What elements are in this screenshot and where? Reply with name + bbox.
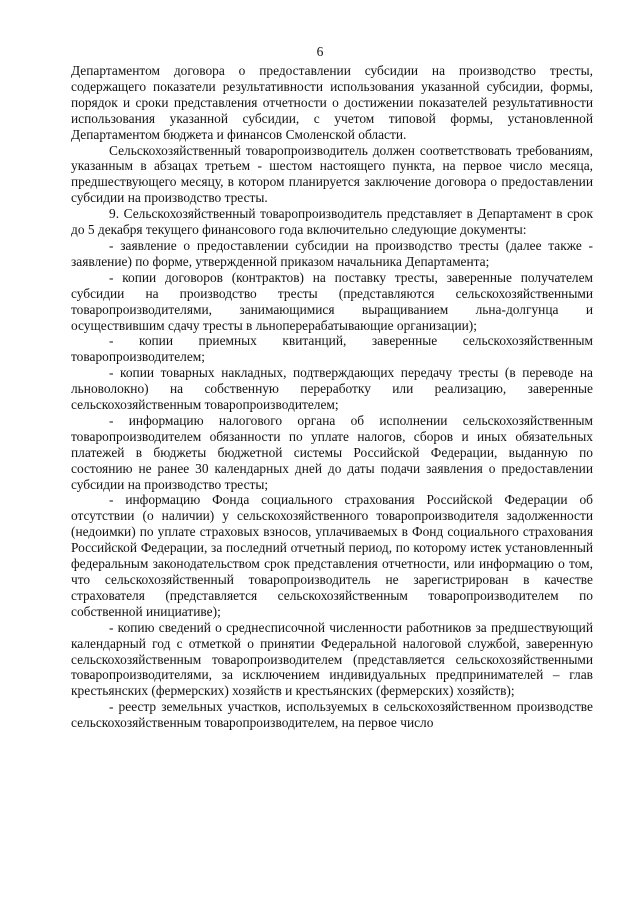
list-item-contracts: - копии договоров (контрактов) на поставку тресты, заверенные получателем субсидии на производство тресты (представляются сельскохозяйственными товаропроизводителями, занимающимися выращиванием льна-долгунца и осуществившим сдачу тресты в льноперерабатывающие организации); [71, 269, 593, 333]
list-item-tax-info: - информацию налогового органа об исполнении сельскохозяйственным товаропроизводителем обязанности по уплате налогов, сборов и иных обязательных платежей в бюджеты бюджетной системы Российской Федерации, выданную по состоянию не ранее 30 календарных дней до даты подачи заявления о предоставлении субсидии на производство тресты; [71, 412, 593, 492]
paragraph-requirements: Сельскохозяйственный товаропроизводитель должен соответствовать требованиям, указанным в абзацах третьем - шестом настоящего пункта, на первое число месяца, предшествующего месяцу, в котором планируется заключение договора о предоставлении субсидии на производство тресты. [71, 142, 593, 206]
document-body [71, 63, 593, 731]
list-item-application: - заявление о предоставлении субсидии на производство тресты (далее также - заявление) по форме, утвержденной приказом начальника Департамента; [71, 237, 593, 269]
list-item-employee-info: - копию сведений о среднесписочной численности работников за предшествующий календарный год с отметкой о принятии Федеральной налоговой службой, заверенную сельскохозяйственным товаропроизводителем (представляется сельскохозяйственными товаропроизводителями, за исключением индивидуальных предпринимателей – глав крестьянских (фермерских) хозяйств и крестьянских (фермерских) хозяйств); [71, 619, 593, 699]
list-item-invoices: - копии товарных накладных, подтверждающих передачу тресты (в переводе на льноволокно) на собственную переработку или реализацию, заверенные сельскохозяйственным товаропроизводителем; [71, 365, 593, 413]
paragraph-item-9: 9. Сельскохозяйственный товаропроизводитель представляет в Департамент в срок до 5 декабря текущего финансового года включительно следующие документы: [71, 206, 593, 238]
paragraph-continuation: Департаментом договора о предоставлении субсидии на производство тресты, содержащего показатели результативности использования указанной субсидии, формы, порядок и сроки представления отчетности о достижении показателей результативности использования указанной субсидии, с учетом типовой формы, установленной Департаментом бюджета и финансов Смоленской области. [71, 63, 593, 142]
list-item-social-fund-info: - информацию Фонда социального страхования Российской Федерации об отсутствии (о наличии) у сельскохозяйственного товаропроизводителя задолженности (недоимки) по уплате страховых взносов, уплачиваемых в Фонд социального страхования Российской Федерации, за последний отчетный период, по которому истек установленный федеральным законодательством срок представления отчетности, или информацию о том, что сельскохозяйственный товаропроизводитель не зарегистрирован в качестве страхователя (представляется сельскохозяйственным товаропроизводителем по собственной инициативе); [71, 492, 593, 619]
list-item-land-registry: - реестр земельных участков, используемых в сельскохозяйственном производстве сельскохозяйственным товаропроизводителем, на первое число [71, 699, 593, 731]
page-number: 6 [316, 44, 324, 59]
list-item-receipts: - копии приемных квитанций, заверенные сельскохозяйственным товаропроизводителем; [71, 333, 593, 365]
